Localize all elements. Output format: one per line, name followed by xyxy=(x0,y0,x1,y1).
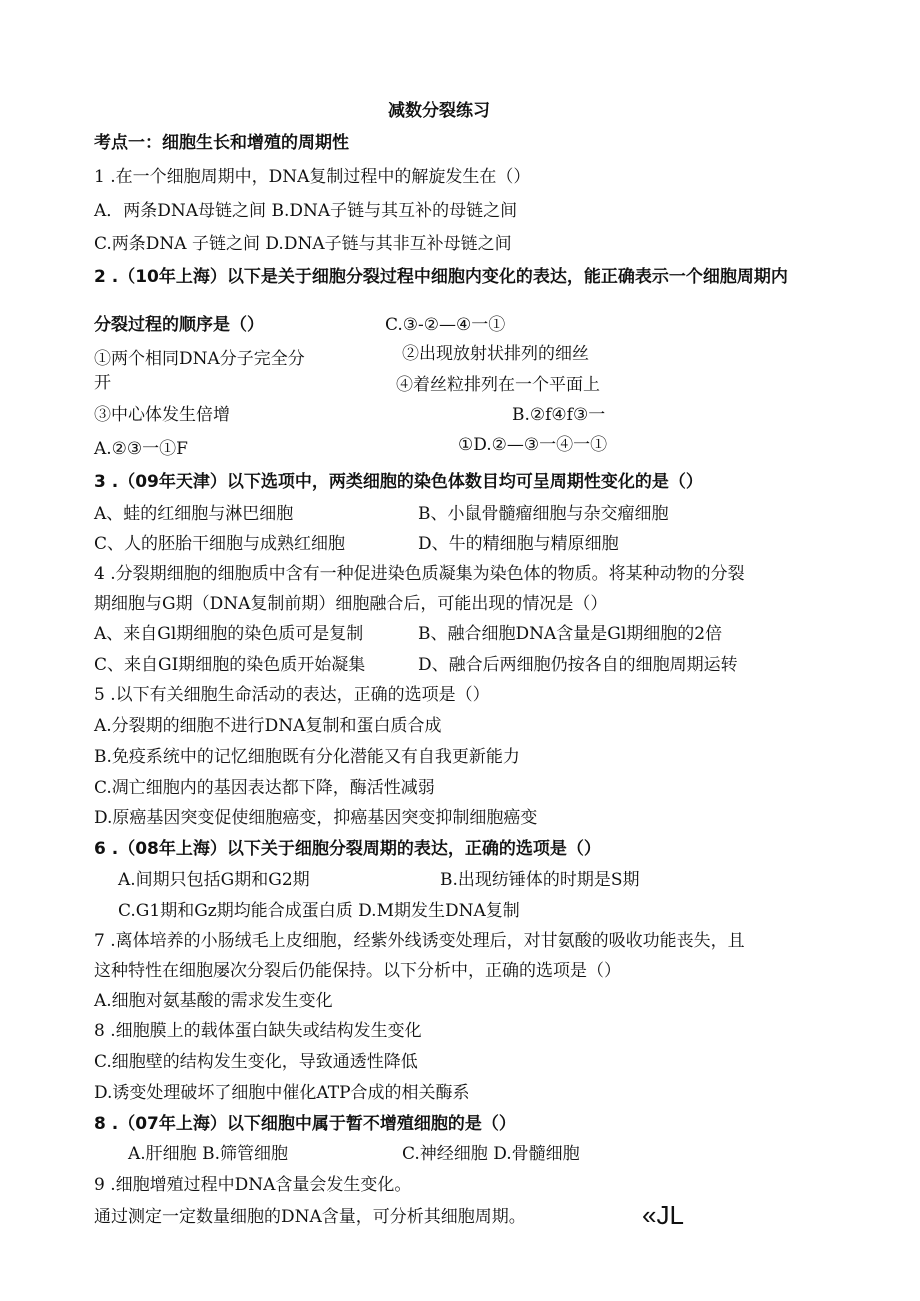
q7-option-c: C.细胞壁的结构发生变化，导致通透性降低 xyxy=(94,1052,418,1072)
q3-option-a: A、蛙的红细胞与淋巴细胞 xyxy=(94,504,294,524)
q8-options-cd: C.神经细胞 D.骨髓细胞 xyxy=(402,1144,580,1164)
q7-option-b: 8 .细胞膜上的载体蛋白缺失或结构发生变化 xyxy=(94,1021,422,1041)
q3-stem: 3 .（09年天津）以下选项中，两类细胞的染色体数目均可呈周期性变化的是（） xyxy=(94,472,703,492)
q2-item-1-cont: 开 xyxy=(94,373,111,393)
q2-item-3: ③中心体发生倍增 xyxy=(94,405,230,425)
q2-option-b: B.②f④f③一 xyxy=(512,405,606,425)
q2-option-d: ①D.②—③一④一① xyxy=(458,435,608,455)
q4-option-c: C、来自GI期细胞的染色质开始凝集 xyxy=(94,655,366,675)
q7-stem-line2: 这种特性在细胞屡次分裂后仍能保持。以下分析中，正确的选项是（） xyxy=(94,961,621,981)
q3-option-b: B、小鼠骨髓瘤细胞与杂交瘤细胞 xyxy=(418,504,669,524)
q7-option-d: D.诱变处理破坏了细胞中催化ATP合成的相关酶系 xyxy=(94,1083,470,1103)
q6-stem: 6 .（08年上海）以下关于细胞分裂周期的表达，正确的选项是（） xyxy=(94,839,601,859)
q5-option-c: C.凋亡细胞内的基因表达都下降，酶活性减弱 xyxy=(94,778,435,798)
q7-stem-line1: 7 .离体培养的小肠绒毛上皮细胞，经紫外线诱变处理后，对甘氨酸的吸收功能丧失，且 xyxy=(94,931,745,951)
q2-stem-line1: 2 .（10年上海）以下是关于细胞分裂过程中细胞内变化的表达，能正确表示一个细胞周期内 xyxy=(94,267,788,287)
q1-options-cd: C.两条DNA 子链之间 D.DNA子链与其非互补母链之间 xyxy=(94,234,512,254)
q4-stem-line1: 4 .分裂期细胞的细胞质中含有一种促进染色质凝集为染色体的物质。将某种动物的分裂 xyxy=(94,564,745,584)
q4-stem-line2: 期细胞与G期（DNA复制前期）细胞融合后，可能出现的情况是（） xyxy=(94,594,608,614)
q5-option-a: A.分裂期的细胞不进行DNA复制和蛋白质合成 xyxy=(94,716,442,736)
q1-stem: 1 .在一个细胞周期中，DNA复制过程中的解旋发生在（） xyxy=(94,167,531,187)
q5-stem: 5 .以下有关细胞生命活动的表达，正确的选项是（） xyxy=(94,685,490,705)
q5-option-b: B.免疫系统中的记忆细胞既有分化潜能又有自我更新能力 xyxy=(94,747,520,767)
q8-stem: 8 .（07年上海）以下细胞中属于暂不增殖细胞的是（） xyxy=(94,1114,516,1134)
figure-mark: «JL xyxy=(642,1200,684,1230)
page-title: 减数分裂练习 xyxy=(388,101,490,121)
q3-option-d: D、牛的精细胞与精原细胞 xyxy=(418,534,619,554)
q4-option-d: D、融合后两细胞仍按各自的细胞周期运转 xyxy=(418,655,738,675)
q5-option-d: D.原癌基因突变促使细胞癌变，抑癌基因突变抑制细胞癌变 xyxy=(94,808,538,828)
section-heading: 考点一：细胞生长和增殖的周期性 xyxy=(94,133,349,153)
q6-option-a: A.间期只包括G期和G2期 xyxy=(118,870,310,890)
q4-option-a: A、来自Gl期细胞的染色质可是复制 xyxy=(94,624,364,644)
q8-options-ab: A.肝细胞 B.筛管细胞 xyxy=(128,1144,288,1164)
q6-options-cd: C.G1期和Gz期均能合成蛋白质 D.M期发生DNA复制 xyxy=(118,901,520,921)
q2-stem-line2: 分裂过程的顺序是（） xyxy=(94,315,264,335)
q2-option-c: C.③-②—④一① xyxy=(385,315,506,335)
q4-option-b: B、融合细胞DNA含量是Gl期细胞的2倍 xyxy=(418,624,723,644)
q7-option-a: A.细胞对氨基酸的需求发生变化 xyxy=(94,991,333,1011)
q1-options-ab: A．两条DNA母链之间 B.DNA子链与其互补的母链之间 xyxy=(94,201,518,221)
q2-item-1: ①两个相同DNA分子完全分 xyxy=(94,349,305,369)
q6-option-b: B.出现纺锤体的时期是S期 xyxy=(440,870,640,890)
q2-item-4: ④着丝粒排列在一个平面上 xyxy=(396,375,600,395)
q3-option-c: C、人的胚胎干细胞与成熟红细胞 xyxy=(94,534,346,554)
q2-option-a: A.②③一①F xyxy=(94,439,188,459)
q9-stem: 9 .细胞增殖过程中DNA含量会发生变化。 xyxy=(94,1175,412,1195)
q9-line2: 通过测定一定数量细胞的DNA含量，可分析其细胞周期。 xyxy=(94,1207,526,1227)
q2-item-2: ②出现放射状排列的细丝 xyxy=(402,344,589,364)
